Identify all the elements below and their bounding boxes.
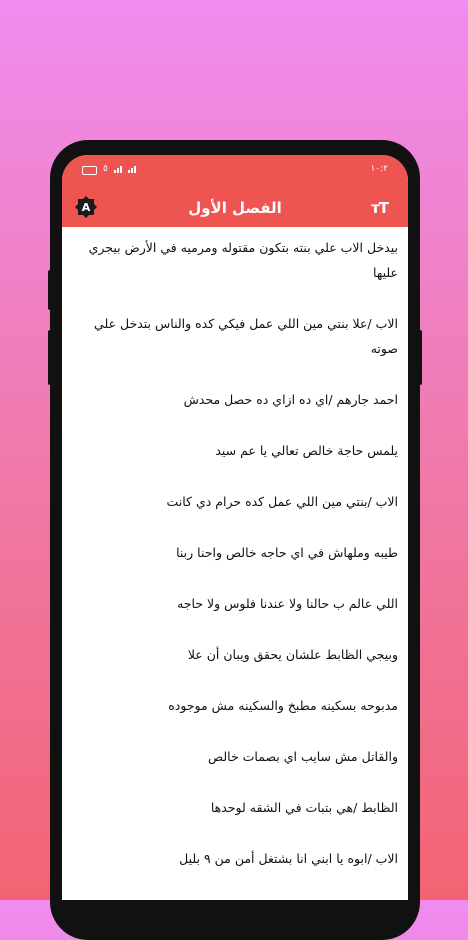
paragraph: طيبه وملهاش في اي حاجه خالص واحنا ربنا — [176, 545, 398, 560]
paragraph: الاب /علا بنتي مين اللي عمل فيكي كده والناس بتدخل علي صوته — [94, 316, 398, 356]
paragraph: الاب /ابوه يا ابني انا بشتغل أمن من ٩ بليل — [179, 851, 398, 866]
paragraph: بيدخل الاب علي بنته بتكون مقتوله ومرميه في الأرض بيجري عليها — [88, 240, 398, 280]
volume-up-button — [48, 330, 52, 385]
chapter-text — [62, 235, 408, 897]
theme-icon-letter: A — [81, 201, 91, 214]
status-time: ١٠:٢ — [370, 164, 388, 174]
font-size-icon[interactable]: тT — [371, 199, 388, 217]
page-title: الفصل الأول — [188, 199, 282, 217]
app-bar — [62, 155, 408, 227]
phone-screen — [62, 155, 408, 900]
paragraph: يلمس حاجة خالص تعالي يا عم سيد — [215, 443, 398, 458]
paragraph: الاب /بنتي مين اللي عمل كده حرام دي كانت — [166, 494, 398, 509]
paragraph: احمد جارهم /اي ده ازاي ده حصل محدش — [183, 392, 398, 407]
signal-icon-2 — [128, 165, 136, 173]
battery-icon — [82, 166, 97, 175]
paragraph: مدبوحه بسكينه مطبخ والسكينه مش موجوده — [168, 698, 398, 713]
paragraph: اللي عالم ب حالنا ولا عندنا فلوس ولا حاجه — [177, 596, 398, 611]
paragraph: والقاتل مش سايب اي بصمات خالص — [208, 749, 398, 764]
signal-icon — [114, 165, 122, 173]
battery-level: ٥ — [103, 164, 108, 174]
status-bar — [62, 163, 408, 179]
paragraph: الظابط /هي بتبات في الشقه لوحدها — [210, 800, 398, 815]
volume-down-button — [418, 330, 422, 385]
paragraph: وبيجي الظابط علشان يحقق ويبان أن علا — [187, 647, 398, 662]
status-icons — [82, 164, 136, 174]
power-button — [48, 270, 52, 310]
